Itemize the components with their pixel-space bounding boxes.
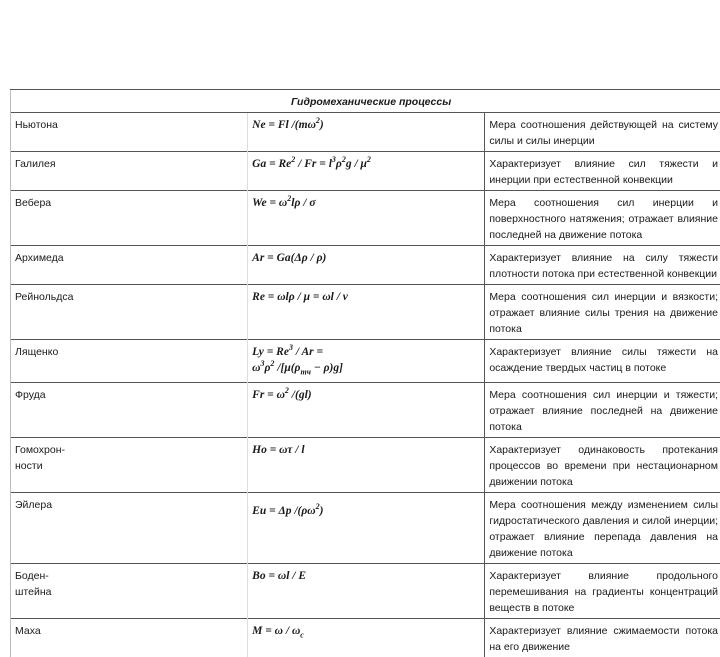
criterion-formula: Bo = ωl / E [248, 564, 485, 619]
criterion-name: Архимеда [11, 246, 248, 285]
criterion-description: Характеризует влияние продольного перемешивания на градиенты концентраций веществ в потоке [485, 564, 720, 619]
criterion-description: Мера соотношения сил инерции и поверхностного натяжения; отражает влияние последней на движение потока [485, 191, 720, 246]
criterion-description: Характеризует влияние сил тяжести и инерции при естественной конвекции [485, 152, 720, 191]
criterion-name: Эйлера [11, 493, 248, 564]
table-row [11, 619, 720, 657]
criterion-description: Характеризует влияние на силу тяжести плотности потока при естественной конвекции [485, 246, 720, 285]
criterion-description: Мера соотношения сил инерции и вязкости; отражает влияние силы трения на движение потока [485, 285, 720, 340]
criterion-description: Мера соотношения между изменением силы гидростатического давления и силой инерции; отражает влияние перепада давления на движение потока [485, 493, 720, 564]
table-row [11, 191, 720, 246]
criterion-name: Лященко [11, 340, 248, 383]
criterion-formula: Ne = Fl $/(m\omega^2)$ [248, 113, 485, 152]
table-row [11, 564, 720, 619]
criterion-formula: Eu = Δp $/(\rho\omega^2)$ [248, 493, 485, 564]
criterion-name: Маха [11, 619, 248, 657]
criterion-name: Галилея [11, 152, 248, 191]
criterion-description: Характеризует одинаковость протекания процессов во времени при нестационарном движении потока [485, 438, 720, 493]
table-row [11, 340, 720, 383]
criterion-name: Вебера [11, 191, 248, 246]
criterion-formula: $Fr = \omega^2$ /(gl) [248, 383, 485, 438]
criterion-name: Рейнольдса [11, 285, 248, 340]
criterion-formula: $M = \omega / \omega_c$ [248, 619, 485, 657]
criteria-table [10, 89, 720, 657]
criterion-formula: $Ga = Re^2 / Fr = l^3\rho^2g / \mu^2$ [248, 152, 485, 191]
table-row [11, 113, 720, 152]
criterion-formula: Ar = Ga(Δρ / ρ) [248, 246, 485, 285]
criterion-description: Мера соотношения сил инерции и тяжести; отражает влияние последней на движение потока [485, 383, 720, 438]
criterion-name: Гомохрон- ности [11, 438, 248, 493]
table-row [11, 493, 720, 564]
criterion-description: Мера соотношения действующей на систему силы и силы инерции [485, 113, 720, 152]
criterion-formula: Ho = ωτ / l [248, 438, 485, 493]
table-header-row [11, 90, 720, 113]
criterion-formula: Re = ωlρ / μ = ωl / ν [248, 285, 485, 340]
table-row [11, 383, 720, 438]
criterion-name: Ньютона [11, 113, 248, 152]
table-row [11, 152, 720, 191]
criterion-description: Характеризует влияние силы тяжести на осаждение твердых частиц в потоке [485, 340, 720, 383]
table-title: Гидромеханические процессы [11, 90, 720, 113]
table-row [11, 285, 720, 340]
criterion-formula: $We = \omega^2l\rho / \sigma$ [248, 191, 485, 246]
table-row [11, 246, 720, 285]
table-row [11, 438, 720, 493]
criterion-name: Фруда [11, 383, 248, 438]
criterion-name: Боден- штейна [11, 564, 248, 619]
criterion-description: Характеризует влияние сжимаемости потока на его движение [485, 619, 720, 657]
criterion-formula: $Ly = Re^3 / Ar$ = $\omega^3\rho^2$ $/[\mu(\rho_{тч} - \rho)g]$ [248, 340, 485, 383]
